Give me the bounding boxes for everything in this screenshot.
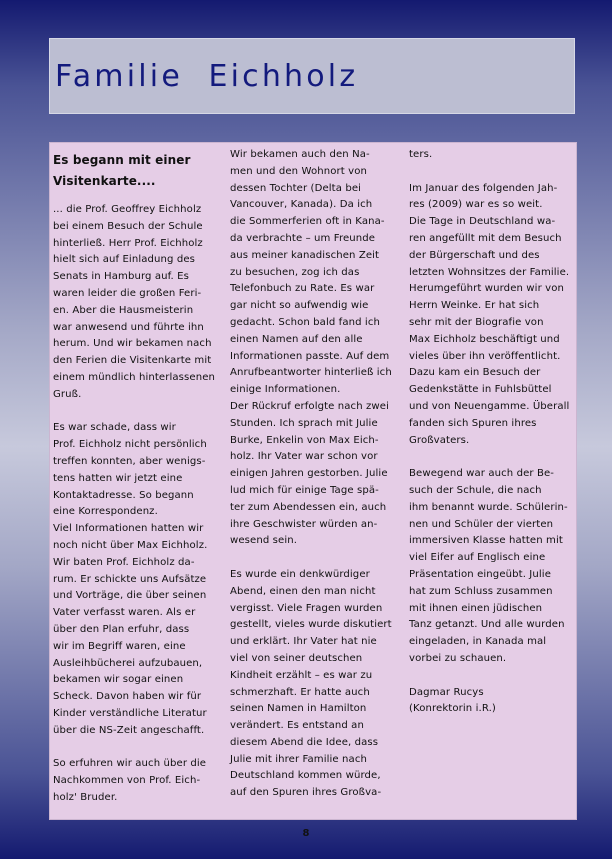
text-line: such der Schule, die nach [409,484,542,496]
text-line: herum. Und wir bekamen nach [53,338,212,350]
text-line: und erklärt. Ihr Vater hat nie [230,636,377,648]
text-line: Dazu kam ein Besuch der [409,367,541,379]
text-line: hielt sich auf Einladung des [53,254,196,266]
text-line: men und den Wohnort von [230,165,367,177]
text-line: der Bürgerschaft und des [409,249,540,261]
text-line: und von Neuengamme. Überall [409,400,570,412]
text-line [53,740,218,757]
text-line: hat zum Schluss zusammen [409,585,553,597]
text-line: ihre Geschwister würden an- [230,518,378,530]
column-1-text [53,202,218,807]
column-2 [230,147,394,802]
text-line: schmerzhaft. Er hatte auch [230,686,370,698]
text-line: nen und Schüler der vierten [409,518,554,530]
text-line: viel Eifer auf Englisch eine [409,552,546,564]
text-line: Telefonbuch zu Rate. Es war [230,283,375,295]
text-line: res (2009) war es so weit. [409,199,543,211]
text-line: Gedenkstätte in Fuhlsbüttel [409,384,552,396]
text-line: Herrn Weinke. Er hat sich [409,300,540,312]
text-line: Dagmar Rucys [409,686,484,698]
text-line: Kindheit erzählt – es war zu [230,669,373,681]
text-line: lud mich für einige Tage spä- [230,484,379,496]
page-number: 8 [302,828,310,839]
text-line: Wir baten Prof. Eichholz da- [53,556,195,568]
text-line: Senats in Hamburg auf. Es [53,271,189,283]
text-line: einigen Jahren gestorben. Julie [230,468,388,480]
text-line: fanden sich Spuren ihres [409,417,537,429]
text-line: den Ferien die Visitenkarte mit [53,355,212,367]
heading-line: Visitenkarte.... [53,174,156,188]
text-line: und Vorträge, die über seinen [53,590,207,602]
text-line: ter zum Abendessen ein, auch [230,501,387,513]
text-line: Die Tage in Deutschland wa- [409,216,556,228]
text-line: über den Plan erfuhr, dass [53,623,190,635]
article-heading [53,150,218,192]
text-line: diesem Abend die Idee, dass [230,736,379,748]
text-line: Großvaters. [409,434,470,446]
text-line [53,404,218,421]
text-line: Wir bekamen auch den Na- [230,149,370,160]
text-line: Tanz getanzt. Und alle wurden [409,619,565,631]
text-line: Julie mit ihrer Familie nach [230,753,367,765]
text-line [409,164,572,181]
article-box [49,142,577,820]
column-3 [409,147,572,718]
text-line: Der Rückruf erfolgte nach zwei [230,400,389,412]
text-line: en. Aber die Hausmeisterin [53,304,194,316]
text-line: Bewegend war auch der Be- [409,468,555,480]
page-title: Familie Eichholz [55,59,359,94]
text-line: seinen Namen in Hamilton [230,703,367,715]
text-line: war anwesend und führte ihn [53,321,204,333]
text-line: ihm benannt wurde. Schülerin- [409,501,568,513]
text-line: letzten Wohnsitzes der Familie. [409,266,570,278]
text-line: vorbei zu schauen. [409,652,507,664]
text-line [409,668,572,685]
text-line: rum. Er schickte uns Aufsätze [53,573,207,585]
text-line: Vater verfasst waren. Als er [53,607,196,619]
text-line: Gruß. [53,388,82,400]
text-line: gar nicht so aufwendig wie [230,300,369,312]
column-2-text [230,147,394,802]
text-line: Max Eichholz beschäftigt und [409,333,560,345]
text-line: mit ihnen einen jüdischen [409,602,543,614]
text-line: wir im Begriff waren, eine [53,640,186,652]
text-line: holz' Bruder. [53,791,118,803]
text-line: treffen konnten, aber wenigs- [53,455,206,467]
text-line: einen Namen auf den alle [230,333,363,345]
text-line: ren angefüllt mit dem Besuch [409,232,562,244]
text-line: holz. Ihr Vater war schon vor [230,451,378,463]
text-line: hinterließ. Herr Prof. Eichholz [53,237,203,249]
text-line [409,449,572,466]
text-line: vergisst. Viele Fragen wurden [230,602,383,614]
text-line: Anrufbeantworter hinterließ ich [230,367,392,379]
column-3-text [409,147,572,718]
text-line: Es war schade, dass wir [53,422,176,434]
column-1 [53,150,218,807]
text-line: So erfuhren wir auch über die [53,758,207,770]
text-line: Abend, einen den man nicht [230,585,376,597]
text-line: Viel Informationen hatten wir [53,523,204,535]
text-line: Kinder verständliche Literatur [53,707,207,719]
text-line: Prof. Eichholz nicht persönlich [53,439,207,451]
text-line: zu besuchen, zog ich das [230,266,360,278]
text-line: Informationen passte. Auf dem [230,350,390,362]
text-line: da verbrachte – um Freunde [230,232,376,244]
text-line: die Sommerferien oft in Kana- [230,216,385,228]
text-line: einem mündlich hinterlassenen [53,371,215,383]
text-line: bei einem Besuch der Schule [53,220,203,232]
text-line: noch nicht über Max Eichholz. [53,539,208,551]
text-line: Vancouver, Kanada). Da ich [230,199,373,211]
title-banner [49,38,575,114]
text-line: bekamen wir sogar einen [53,674,184,686]
text-line: vieles über ihn veröffentlicht. [409,350,561,362]
text-line: Deutschland kommen würde, [230,770,381,782]
text-line: über die NS-Zeit angeschafft. [53,724,205,736]
text-line: Es wurde ein denkwürdiger [230,568,370,580]
text-line: tens hatten wir jetzt eine [53,472,183,484]
text-line: gedacht. Schon bald fand ich [230,316,380,328]
text-line: Scheck. Davon haben wir für [53,691,202,703]
text-line: wesend sein. [230,535,298,547]
text-line: Ausleihbücherei aufzubauen, [53,657,203,669]
text-line: Stunden. Ich sprach mit Julie [230,417,378,429]
text-line: einige Informationen. [230,384,341,396]
text-line: Präsentation eingeübt. Julie [409,568,551,580]
text-line: (Konrektorin i.R.) [409,703,496,715]
text-line: dessen Tochter (Delta bei [230,182,362,194]
text-line: immersiven Klasse hatten mit [409,535,563,547]
text-line [230,550,394,567]
text-line: aus meiner kanadischen Zeit [230,249,380,261]
heading-line: Es begann mit einer [53,153,191,167]
text-line: Burke, Enkelin von Max Eich- [230,434,379,446]
text-line: viel von seiner deutschen [230,652,363,664]
text-line: eingeladen, in Kanada mal [409,636,547,648]
text-line: ... die Prof. Geoffrey Eichholz [53,204,202,215]
text-line: gestellt, vieles wurde diskutiert [230,619,392,631]
text-line: eine Korrespondenz. [53,506,158,518]
text-line: waren leider die großen Feri- [53,287,202,299]
text-line: auf den Spuren ihres Großva- [230,787,382,799]
text-line: ters. [409,149,433,160]
text-line: verändert. Es entstand an [230,720,364,732]
text-line: Im Januar des folgenden Jah- [409,182,558,194]
text-line: Herumgeführt wurden wir von [409,283,564,295]
text-line: Nachkommen von Prof. Eich- [53,775,201,787]
text-line: Kontaktadresse. So begann [53,489,194,501]
text-line: sehr mit der Biografie von [409,316,544,328]
